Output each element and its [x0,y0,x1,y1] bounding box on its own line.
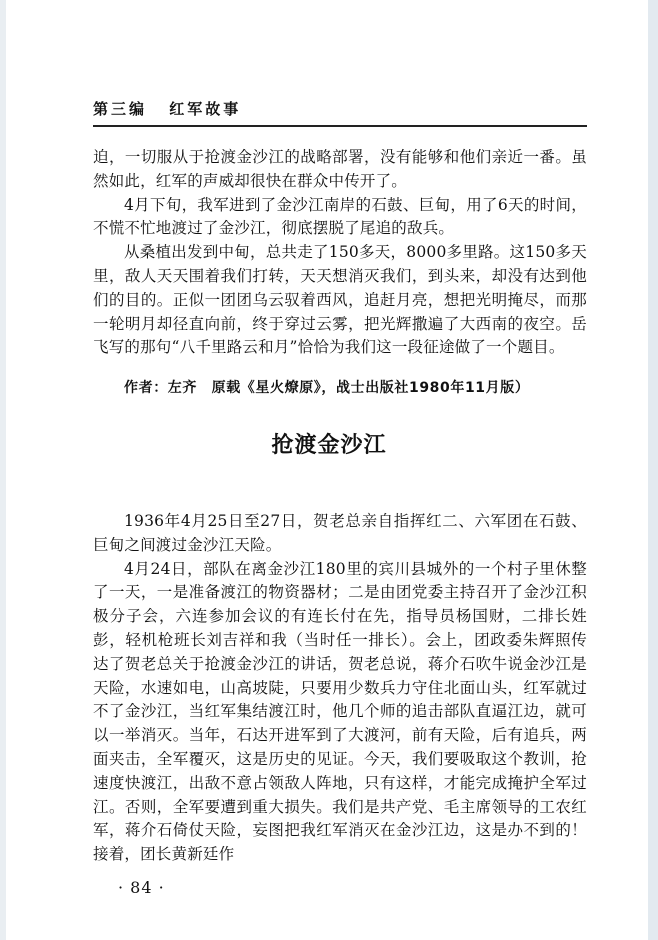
paragraph: 从桑植出发到中甸，总共走了150多天，8000多里路。这150多天里，敌人天天围着我们打转，天天想消灭我们，到头来，却没有达到他们的目的。正似一团团乌云驭着西风，追赶月亮，想把光明掩尽，而那一轮明月却径直向前，终于穿过云雾，把光辉撒遍了大西南的夜空。岳飞写的那句“八千里路云和月”恰恰为我们这一段征途做了一个题目。 [93,243,587,357]
header-title: 红军故事 [169,100,242,118]
page-right-edge [648,0,658,940]
header-rule [93,125,587,127]
previous-article-text [93,146,587,360]
article-byline: 作者：左齐 原载《星火燎原》，战士出版社1980年11月版） [124,380,530,396]
paragraph: 迫，一切服从于抢渡金沙江的战略部署，没有能够和他们亲近一番。虽然如此，红军的声威却很快在群众中传开了。 [93,148,587,190]
paragraph: 1936年4月25日至27日，贺老总亲自指挥红二、六军团在石鼓、巨甸之间渡过金沙江天险。 [93,512,587,554]
article-title: 抢渡金沙江 [271,432,387,458]
article-text [93,510,587,867]
page-number: · 84 · [118,878,165,897]
page-left-edge [0,0,6,940]
paragraph: 4月下旬，我军进到了金沙江南岸的石鼓、巨甸，用了6天的时间，不慌不忙地渡过了金沙江，彻底摆脱了尾追的敌兵。 [93,195,587,238]
running-header [93,98,241,119]
header-part: 第三编 [93,100,148,118]
paragraph: 4月24日，部队在离金沙江180里的宾川县城外的一个村子里休整了一天，一是准备渡江的物资器材；二是由团党委主持召开了金沙江积极分子会，六连参加会议的有连长付在先，指导员杨国财，二排长姓彭，轻机枪班长刘吉祥和我（当时任一排长）。会上，团政委朱辉照传达了贺老总关于抢渡金沙江的讲话，贺老总说，蒋介石吹牛说金沙江是天险，水速如电，山高坡陡，只要用少数兵力守住北面山头，红军就过不了金沙江，当红军集结渡江时，他几个师的追击部队直逼江边，就可以一举消灭。当年，石达开进军到了大渡河，前有天险，后有追兵，两面夹击，全军覆灭，这是历史的见证。今天，我们要吸取这个教训，抢速度快渡江，出敌不意占领敌人阵地，只有这样，才能完成掩护全军过江。否则，全军要遭到重大损失。我们是共产党、毛主席领导的工农红军，蒋介石倚仗天险，妄图把我红军消灭在金沙江边，这是办不到的！接着，团长黄新廷作 [93,559,587,864]
